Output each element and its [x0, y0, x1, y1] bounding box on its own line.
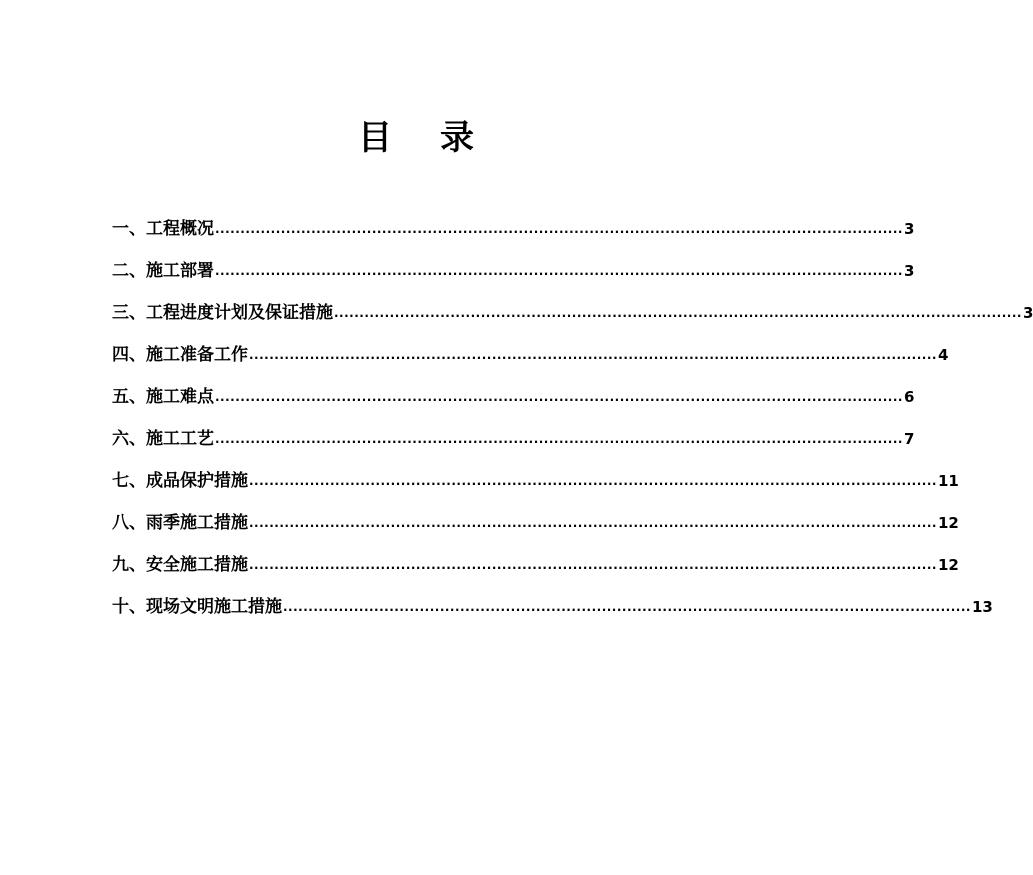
toc-entry-8[interactable] [112, 506, 959, 534]
toc-entry-number: 七、 [112, 471, 146, 491]
toc-entry-2[interactable] [112, 254, 915, 282]
page-title [0, 110, 832, 159]
toc-entry-label: 现场文明施工措施 [146, 597, 282, 617]
toc-dot-leader: ........................................................................................................................................ [215, 222, 903, 236]
toc-dot-leader: ........................................................................................................................................ [283, 600, 971, 614]
toc-dot-leader: ........................................................................................................................................ [249, 474, 937, 488]
toc-dot-leader: ........................................................................................................................................ [215, 264, 903, 278]
toc-entry-page: 12 [937, 514, 959, 532]
toc-entry-number: 二、 [112, 261, 146, 281]
toc-entry-label: 施工难点 [146, 387, 214, 407]
toc-entry-page: 3 [903, 220, 915, 238]
toc-dot-leader: ........................................................................................................................................ [249, 516, 937, 530]
toc-entry-9[interactable] [112, 548, 959, 576]
toc-entry-5[interactable] [112, 380, 915, 408]
toc-entry-label: 安全施工措施 [146, 555, 248, 575]
toc-entry-page: 6 [903, 388, 915, 406]
toc-entry-page: 4 [937, 346, 949, 364]
toc-entry-6[interactable] [112, 422, 915, 450]
toc-entry-page: 12 [937, 556, 959, 574]
toc-entry-number: 八、 [112, 513, 146, 533]
toc-dot-leader: ........................................................................................................................................ [215, 390, 903, 404]
toc-entry-7[interactable] [112, 464, 959, 492]
toc-dot-leader: ........................................................................................................................................ [249, 558, 937, 572]
toc-entry-page: 3 [903, 262, 915, 280]
toc-entry-page: 13 [971, 598, 993, 616]
toc-entry-1[interactable] [112, 212, 915, 240]
toc-entry-number: 一、 [112, 219, 146, 239]
toc-entry-number: 三、 [112, 303, 146, 323]
toc-entry-label: 施工部署 [146, 261, 214, 281]
toc-entry-label: 施工准备工作 [146, 345, 248, 365]
toc-entry-label: 施工工艺 [146, 429, 214, 449]
toc-entry-number: 六、 [112, 429, 146, 449]
toc-entry-number: 五、 [112, 387, 146, 407]
toc-dot-leader: ........................................................................................................................................ [249, 348, 937, 362]
toc-entry-page: 7 [903, 430, 915, 448]
toc-entry-4[interactable] [112, 338, 949, 366]
toc-entry-page: 3 [1022, 304, 1033, 322]
toc-entry-page: 11 [937, 472, 959, 490]
toc-entry-number: 四、 [112, 345, 146, 365]
toc-entry-3[interactable] [112, 296, 1033, 324]
toc-dot-leader: ........................................................................................................................................ [334, 306, 1022, 320]
toc-entry-label: 工程概况 [146, 219, 214, 239]
toc-entry-number: 十、 [112, 597, 146, 617]
toc-dot-leader: ........................................................................................................................................ [215, 432, 903, 446]
title-char-1: 目 [358, 118, 392, 158]
toc-entry-label: 雨季施工措施 [146, 513, 248, 533]
title-char-2: 录 [440, 118, 474, 158]
toc-entry-label: 成品保护措施 [146, 471, 248, 491]
toc-entry-10[interactable] [112, 590, 993, 618]
toc-entry-number: 九、 [112, 555, 146, 575]
toc-entry-label: 工程进度计划及保证措施 [146, 303, 333, 323]
